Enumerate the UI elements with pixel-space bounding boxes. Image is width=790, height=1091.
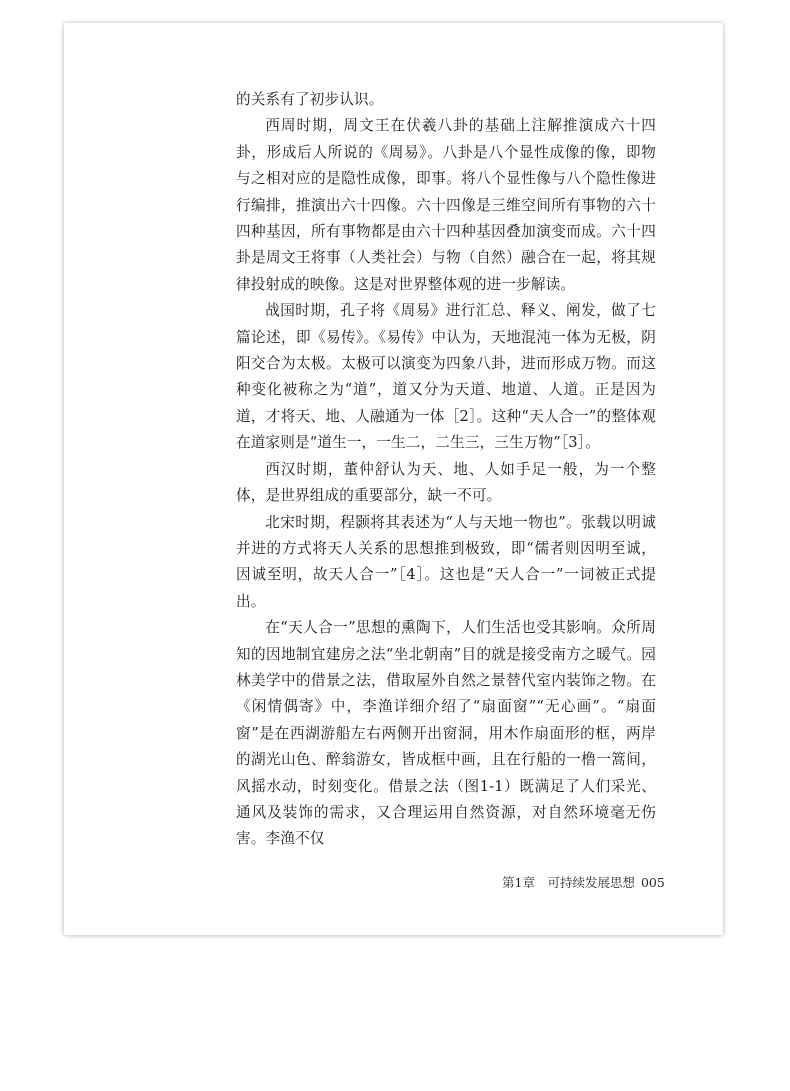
paragraph-northern-song: 北宋时期，程颢将其表述为“人与天地一物也”。张载以明诚并进的方式将天人关系的思想推到极致，即“儒者则因明至诚，因诚至明，故天人合一”［4］。这也是“天人合一”一词被正式提出。 [236,513,656,610]
page-number: 005 [640,875,665,890]
paragraph-continuation: 的关系有了初步认识。 [236,91,384,108]
paragraph-warring-states: 战国时期，孔子将《周易》进行汇总、释义、阐发，做了七篇论述，即《易传》。《易传》中认为，天地混沌一体为无极，阴阳交合为太极。太极可以演变为四象八卦，进而形成万物。而这种变化被称之为“道”，道又分为天道、地道、人道。正是因为道，才将天、地、人融通为一体［2］。这种“天人合一”的整体观在道家则是“道生一，一生二，二生三，三生万物”［3］。 [236,302,656,452]
body-text [236,87,656,853]
paragraph-western-zhou: 西周时期，周文王在伏羲八卦的基础上注解推演成六十四卦，形成后人所说的《周易》。八卦是八个显性成像的像，即物与之相对应的是隐性成像，即事。将八个显性像与八个隐性像进行编排，推演出六十四像。六十四像是三维空间所有事物的六十四种基因，所有事物都是由六十四种基因叠加演变而成。六十四卦是周文王将事（人类社会）与物（自然）融合在一起，将其规律投射成的映像。这是对世界整体观的进一步解读。 [236,117,656,293]
paragraph-tianren-heyi-life: 在“天人合一”思想的熏陶下，人们生活也受其影响。众所周知的因地制宜建房之法“坐北朝南”目的就是接受南方之暖气。园林美学中的借景之法，借取屋外自然之景替代室内装饰之物。在《闲情偶寄》中，李渔详细介绍了“扇面窗”“无心画”。“扇面窗”是在西湖游船左右两侧开出窗洞，用木作扇面形的框，两岸的湖光山色、醉翁游女，皆成框中画，且在行船的一橹一篙间，风摇水动，时刻变化。借景之法（图1-1）既满足了人们采光、通风及装饰的需求，又合理运用自然资源，对自然环境毫无伤害。李渔不仅 [236,619,656,848]
paragraph-western-han: 西汉时期，董仲舒认为天、地、人如手足一般，为一个整体，是世界组成的重要部分，缺一不可。 [236,460,656,505]
page-footer [502,873,665,891]
book-page [64,23,723,935]
chapter-title: 第1章 可持续发展思想 [502,875,635,890]
